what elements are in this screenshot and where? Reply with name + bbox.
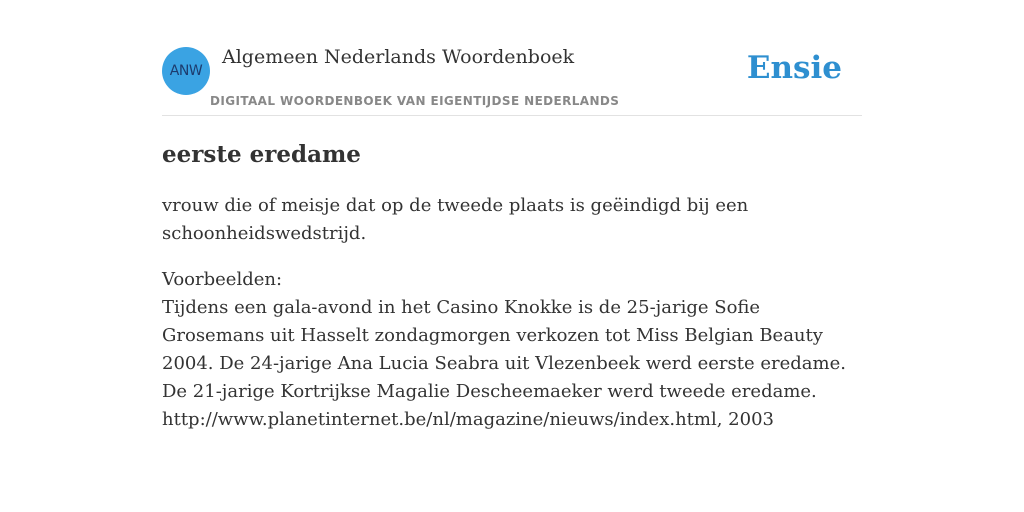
logo-text: ANW — [169, 63, 203, 79]
site-title[interactable]: Algemeen Nederlands Woordenboek — [222, 46, 575, 68]
site-header — [162, 0, 862, 116]
site-subtitle: DIGITAAL WOORDENBOEK VAN EIGENTIJDSE NEDERLANDS — [210, 94, 620, 108]
entry-headword: eerste eredame — [162, 141, 361, 168]
examples-label: Voorbeelden: — [162, 269, 283, 290]
entry-definition: vrouw die of meisje dat op de tweede plaats is geëindigd bij een schoonheidswedstrijd. — [162, 195, 749, 244]
example-text: Tijdens een gala-avond in het Casino Knokke is de 25-jarige Sofie Grosemans uit Hasselt zondagmorgen verkozen tot Miss Belgian Beauty 2004. De 24-jarige Ana Lucia Seabra uit Vlezenbeek werd eerste eredame. De 21-jarige Kortrijkse Magalie Descheemaeker werd tweede eredame. — [162, 297, 846, 402]
example-source: http://www.planetinternet.be/nl/magazine/nieuws/index.html, 2003 — [162, 409, 774, 430]
examples-section — [162, 266, 862, 434]
ensie-brand-logo[interactable]: Ensie — [746, 50, 842, 86]
page-container — [162, 0, 862, 434]
anw-logo[interactable] — [162, 47, 210, 95]
